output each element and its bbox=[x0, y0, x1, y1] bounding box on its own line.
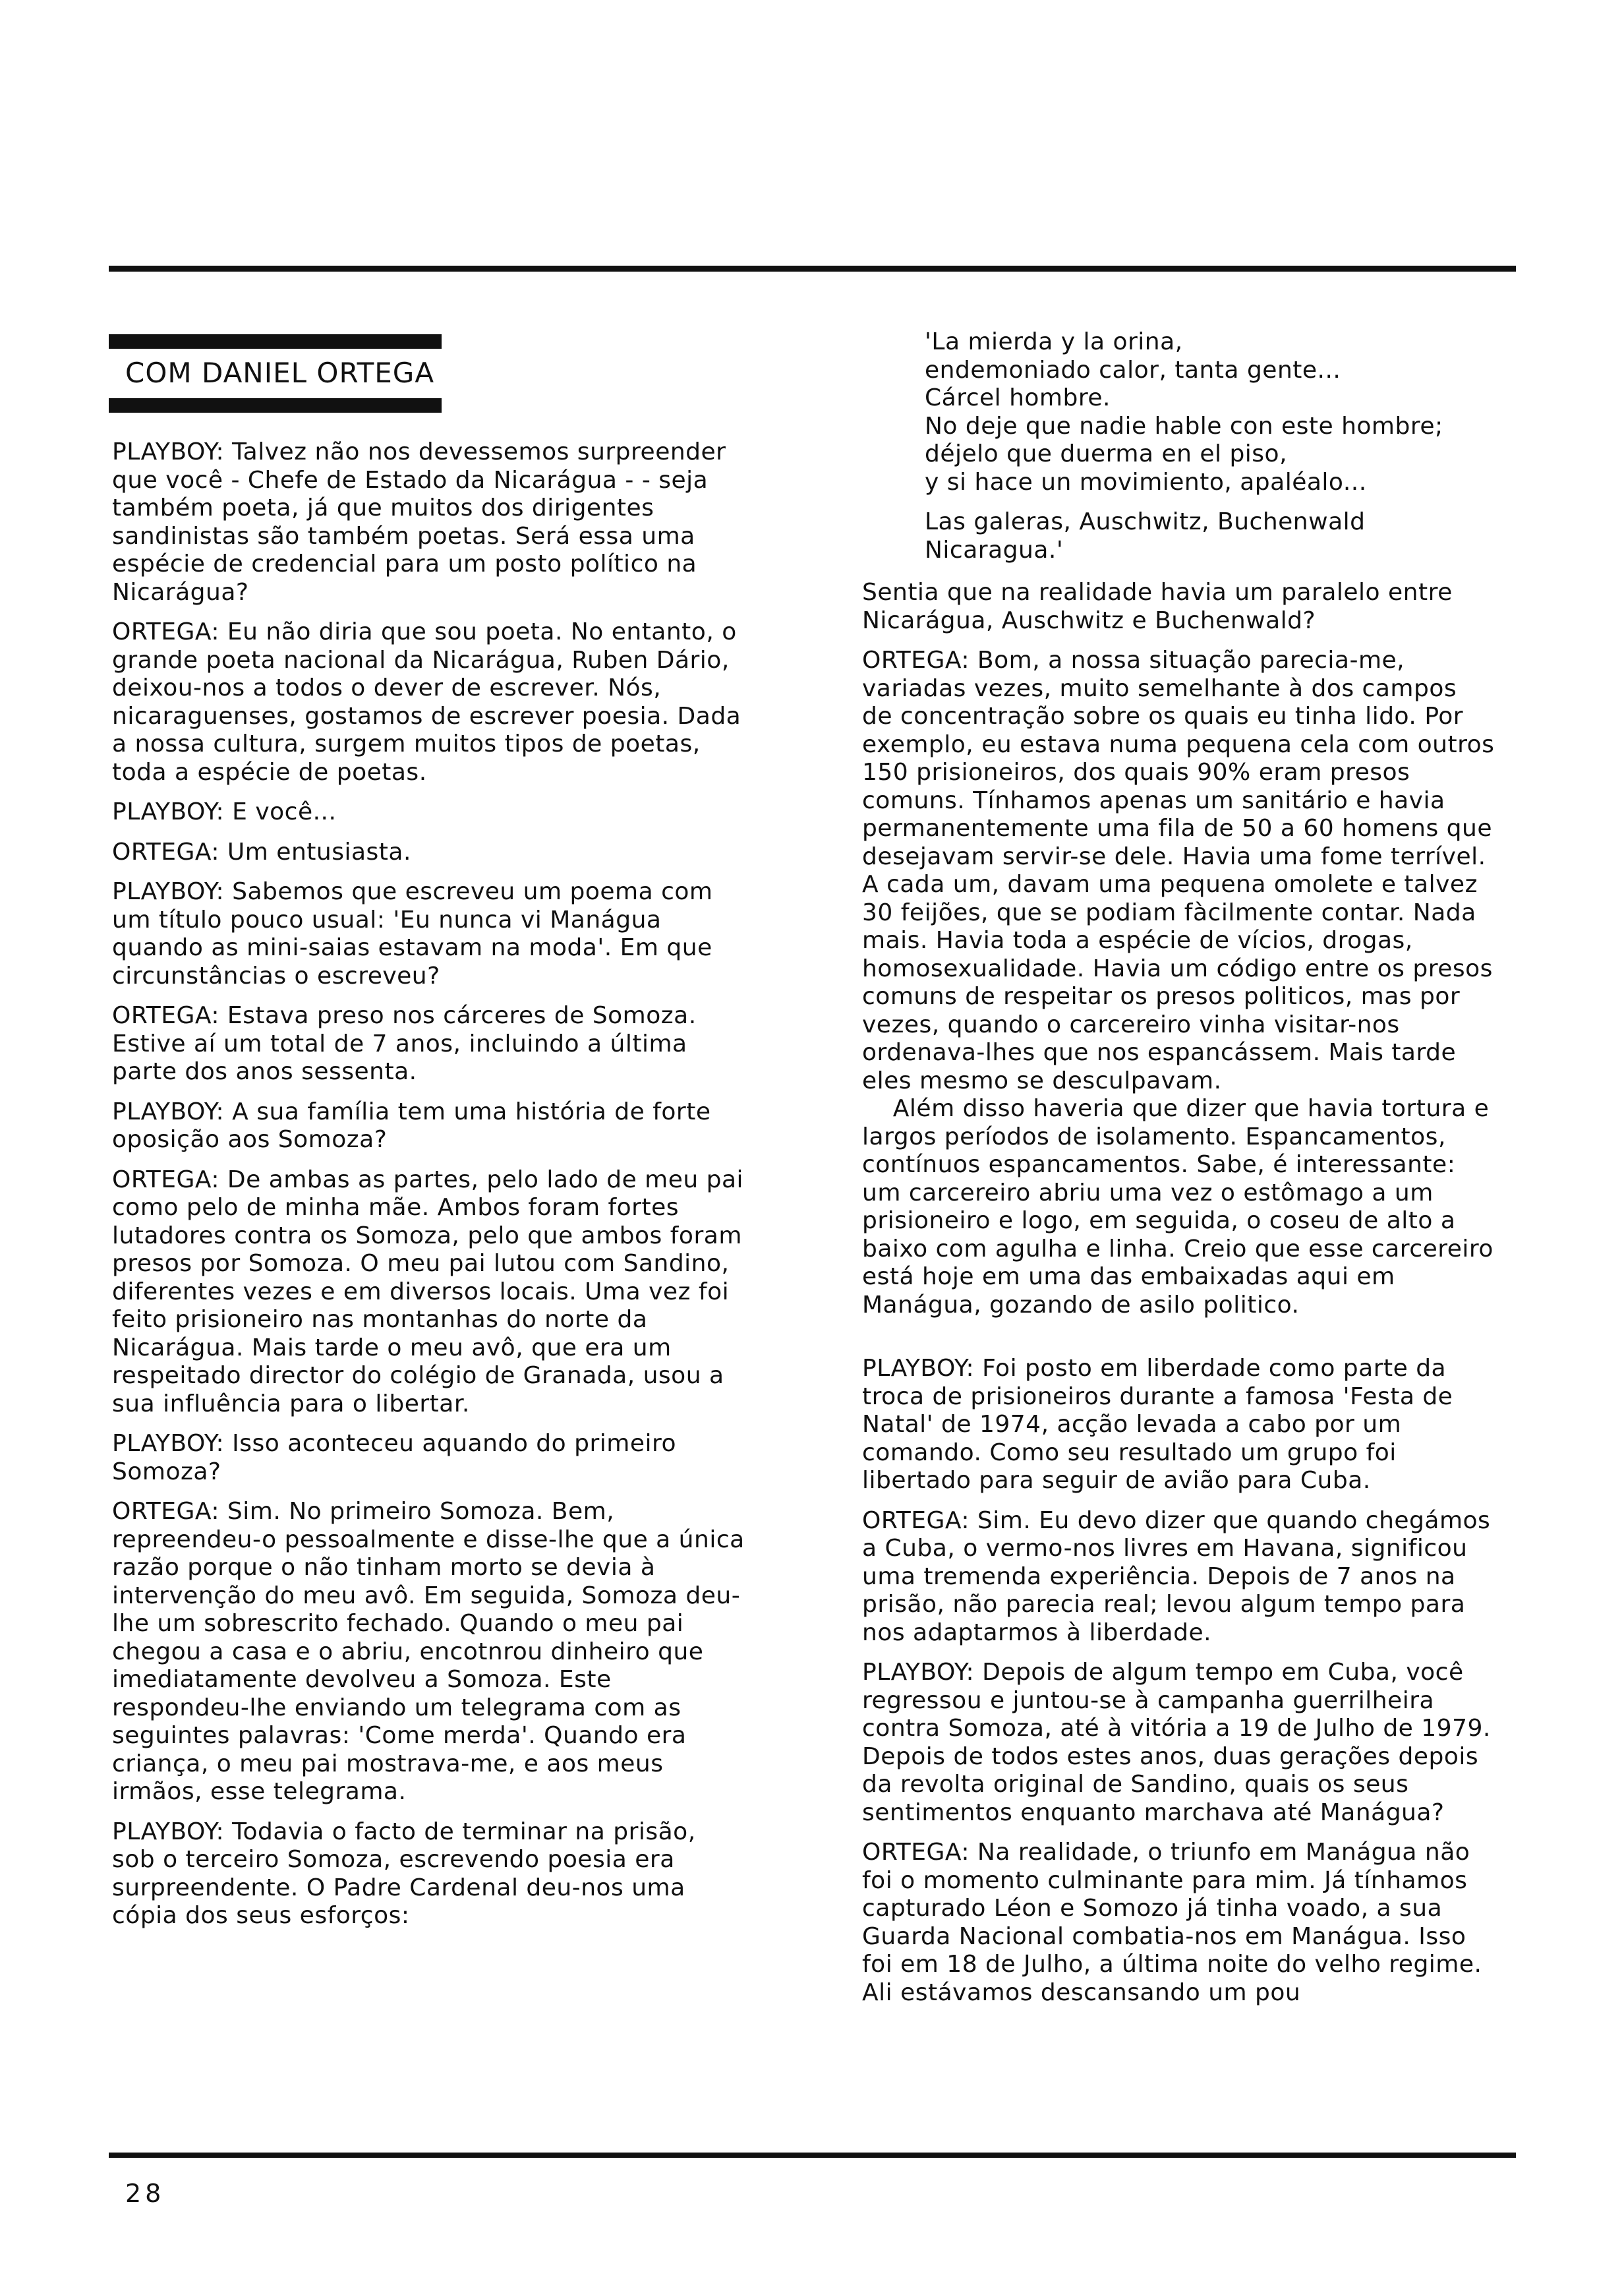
section-title-bar-bottom bbox=[109, 398, 442, 413]
poem-line: 'La mierda y la orina, bbox=[925, 328, 1183, 355]
top-rule bbox=[109, 266, 1516, 272]
poem-line: déjelo que duerma en el piso, bbox=[925, 440, 1288, 467]
paragraph-playboy-question-you: PLAYBOY: E você... bbox=[112, 798, 337, 825]
paragraph-ortega-answer-enthusiast: ORTEGA: Um entusiasta. bbox=[112, 838, 411, 866]
paragraph-playboy-question-first-somoza: PLAYBOY: Isso aconteceu aquando do primeiro Somoza? bbox=[112, 1430, 677, 1485]
paragraph-playboy-question-family: PLAYBOY: A sua família tem uma história de forte oposição aos Somoza? bbox=[112, 1098, 711, 1153]
poem-line: endemoniado calor, tanta gente... bbox=[925, 356, 1341, 384]
paragraph-ortega-answer-freedom: ORTEGA: Sim. Eu devo dizer que quando chegámos a Cuba, o vermo-nos livres em Havana, significou uma tremenda experiência. Depois de 7 anos na prisão, não parecia real; levou algum tempo para nos adaptarmos à liberdade. bbox=[862, 1506, 1491, 1646]
right-column bbox=[862, 328, 1495, 2019]
poem-line: No deje que nadie hable con este hombre; bbox=[925, 412, 1443, 440]
poem-line: Nicaragua.' bbox=[925, 536, 1064, 564]
poem-stanza bbox=[925, 328, 1495, 496]
paragraph-ortega-answer-family: ORTEGA: De ambas as partes, pelo lado de meu pai como pelo de minha mãe. Ambos foram fortes lutadores contra os Somoza, pelo que ambos foram presos por Somoza. O meu pai lutou com Sandino, diferentes vezes e em diversos locais. Uma vez foi feito prisioneiro nas montanhas do norte da Nicarágua. Mais tarde o meu avô, que era um respeitado director do colégio de Granada, usou a sua influência para o libertar. bbox=[112, 1166, 744, 1417]
paragraph-ortega-answer-parallel: ORTEGA: Bom, a nossa situação parecia-me, variadas vezes, muito semelhante à dos campos de concentração sobre os quais eu tinha lido. Por exemplo, eu estava numa pequena cela com outros 150 prisioneiros, dos quais 90% eram presos comuns. Tínhamos apenas um sanitário e havia permanentemente uma fila de 50 a 60 homens que desejavam servir-se dele. Havia uma fome terrível. A cada um, davam uma pequena omolete e talvez 30 feijões, que se podiam fàcilmente contar. Nada mais. Havia toda a espécie de vícios, drogas, homosexualidade. Havia um código entre os presos comuns de respeitar os presos politicos, mas por vezes, quando o carcereiro vinha visitar-nos ordenava-lhes que nos espancássem. Mais tarde eles mesmo se desculpavam. bbox=[862, 647, 1495, 1094]
poem-stanza bbox=[925, 508, 1495, 564]
poem-quote bbox=[925, 328, 1495, 564]
left-column bbox=[112, 438, 745, 1942]
paragraph-playboy-question-poet: PLAYBOY: Talvez não nos devessemos surpreender que você - Chefe de Estado da Nicarágua - - seja também poeta, já que muitos dos dirigentes sandinistas são também poetas. Será essa uma espécie de credencial para um posto político na Nicarágua? bbox=[112, 438, 726, 606]
paragraph-ortega-answer-poet: ORTEGA: Eu não diria que sou poeta. No entanto, o grande poeta nacional da Nicarágua, Ruben Dário, deixou-nos a todos o dever de escrever. Nós, nicaraguenses, gostamos de escrever poesia. Dada a nossa cultura, surgem muitos tipos de poetas, toda a espécie de poetas. bbox=[112, 618, 741, 786]
paragraph-ortega-answer-prison: ORTEGA: Estava preso nos cárceres de Somoza. Estive aí um total de 7 anos, incluindo a última parte dos anos sessenta. bbox=[112, 1002, 697, 1085]
paragraph-ortega-answer-return: ORTEGA: Na realidade, o triunfo em Manágua não foi o momento culminante para mim. Já tínhamos capturado Léon e Somozo já tinha voado, a sua Guarda Nacional combatia-nos em Manágua. Isso foi em 18 de Julho, a última noite do velho regime. Ali estávamos descansando um pou bbox=[862, 1839, 1482, 2006]
paragraph-playboy-question-freedom: PLAYBOY: Foi posto em liberdade como parte da troca de prisioneiros durante a famosa 'Festa de Natal' de 1974, acção levada a cabo por um comando. Como seu resultado um grupo foi libertado para seguir de avião para Cuba. bbox=[862, 1355, 1453, 1494]
section-title: COM DANIEL ORTEGA bbox=[125, 357, 435, 389]
section-title-bar-top bbox=[109, 334, 442, 349]
page-number: 28 bbox=[125, 2179, 165, 2208]
paragraph-playboy-question-parallel: Sentia que na realidade havia um paralelo entre Nicarágua, Auschwitz e Buchenwald? bbox=[862, 579, 1453, 634]
poem-line: Las galeras, Auschwitz, Buchenwald bbox=[925, 508, 1366, 535]
paragraph-ortega-answer-first-somoza: ORTEGA: Sim. No primeiro Somoza. Bem, repreendeu-o pessoalmente e disse-lhe que a única razão porque o não tinham morto se devia à intervenção do meu avô. Em seguida, Somoza deu-lhe um sobrescrito fechado. Quando o meu pai chegou a casa e o abriu, encotnrou dinheiro que imediatamente devolveu a Somoza. Este respondeu-lhe enviando um telegrama com as seguintes palavras: 'Come merda'. Quando era criança, o meu pai mostrava-me, e aos meus irmãos, esse telegrama. bbox=[112, 1498, 745, 1805]
bottom-rule bbox=[109, 2153, 1516, 2158]
poem-line: y si hace un movimiento, apaléalo... bbox=[925, 468, 1367, 496]
paragraph-playboy-question-cardenal: PLAYBOY: Todavia o facto de terminar na prisão, sob o terceiro Somoza, escrevendo poesia era surpreendente. O Padre Cardenal deu-nos uma cópia dos seus esforços: bbox=[112, 1818, 696, 1929]
poem-line: Cárcel hombre. bbox=[925, 384, 1111, 411]
paragraph-playboy-question-return: PLAYBOY: Depois de algum tempo em Cuba, você regressou e juntou-se à campanha guerrilheira contra Somoza, até à vitória a 19 de Julho de 1979. Depois de todos estes anos, duas gerações depois da revolta original de Sandino, quais os seus sentimentos enquanto marchava até Manágua? bbox=[862, 1659, 1491, 1826]
paragraph-ortega-answer-torture: Além disso haveria que dizer que havia tortura e largos períodos de isolamento. Espancamentos, contínuos espancamentos. Sabe, é interessante: um carcereiro abriu uma vez o estômago a um prisioneiro e logo, em seguida, o coseu de alto a baixo com agulha e linha. Creio que esse carcereiro está hoje em uma das embaixadas aqui em Manágua, gozando de asilo politico. bbox=[862, 1095, 1494, 1319]
paragraph-playboy-question-poem: PLAYBOY: Sabemos que escreveu um poema com um título pouco usual: 'Eu nunca vi Manágua quando as mini-saias estavam na moda'. Em que circunstâncias o escreveu? bbox=[112, 878, 713, 990]
